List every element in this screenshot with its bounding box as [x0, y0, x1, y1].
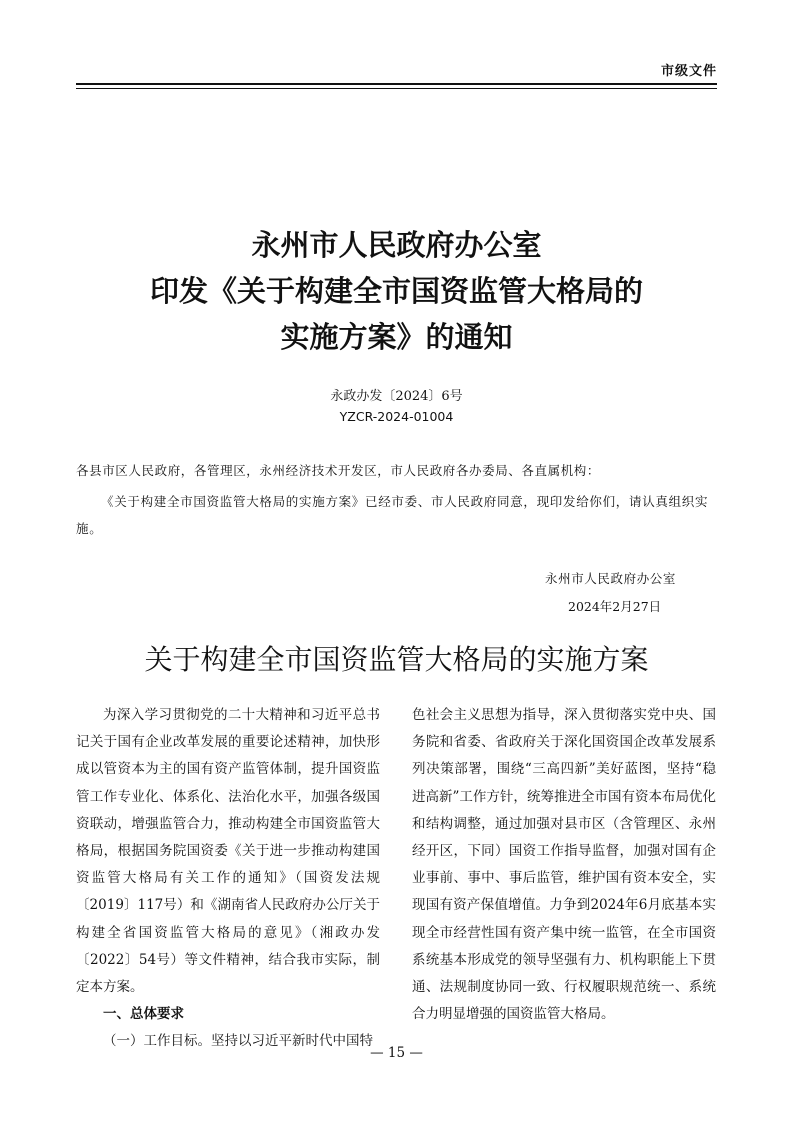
notice-title-line: 永州市人民政府办公室 — [251, 228, 542, 262]
addressee: 各县市区人民政府，各管理区，永州经济技术开发区，市人民政府各办委局、各直属机构： — [76, 463, 601, 478]
page-number: — 15 — — [370, 1045, 423, 1061]
document-code: YZCR-2024-01004 — [339, 409, 454, 424]
section-heading: 一、总体要求 — [103, 1006, 184, 1023]
plan-intro-paragraph: 为深入学习贯彻党的二十大精神和习近平总书记关于国有企业改革发展的重要论述精神，加快形成以管资本为主的国有资产监管体制，提升国资监管工作专业化、体系化、法治化水平，加强各级国资联动，增强监管合力，推动构建全市国资监管大格局，根据国务院国资委《关于进一步推动构建国资监管大格局有关工作的通知》（国资发法规〔2019〕117号）和《湖南省人民政府办公厅关于构建全省国资监管大格局的意见》（湘政办发〔2022〕54号）等文件精神，结合我市实际，制定本方案。 — [76, 707, 380, 996]
notice-title-line: 实施方案》的通知 — [280, 320, 513, 354]
work-goal-paragraph-start: （一）工作目标。坚持以习近平新时代中国特 — [103, 1033, 373, 1050]
work-goal-paragraph-continued: 色社会主义思想为指导，深入贯彻落实党中央、国务院和省委、省政府关于深化国资国企改革发展系列决策部署，围绕“三高四新”美好蓝图，坚持“稳进高新”工作方针，统筹推进全市国有资本布局优化和结构调整，通过加强对县市区（含管理区、永州经开区，下同）国资工作指导监督，加强对国有企业事前、事中、事后监管，维护国有资本安全，实现国有资产保值增值。力争到2024年6月底基本实现全市经营性国有资产集中统一监管，在全市国资系统基本形成党的领导坚强有力、机构职能上下贯通、法规制度协同一致、行权履职规范统一、系统合力明显增强的国资监管大格局。 — [412, 707, 716, 1023]
plan-title: 关于构建全市国资监管大格局的实施方案 — [144, 643, 649, 676]
notice-title-line: 印发《关于构建全市国资监管大格局的 — [149, 274, 643, 308]
plan-column-left — [76, 702, 380, 1056]
notice-body: 《关于构建全市国资监管大格局的实施方案》已经市委、市人民政府同意，现印发给你们，请认真组织实施。 — [76, 494, 709, 536]
notice-title — [76, 222, 717, 360]
issue-date: 2024年2月27日 — [568, 599, 662, 614]
header-rule-thin — [76, 88, 717, 89]
header-rule — [76, 83, 717, 85]
document-number: 永政办发〔2024〕6号 — [330, 389, 463, 404]
header-category-tag: 市级文件 — [660, 64, 717, 79]
issuer-signature: 永州市人民政府办公室 — [545, 571, 677, 586]
plan-column-right — [412, 702, 716, 1028]
